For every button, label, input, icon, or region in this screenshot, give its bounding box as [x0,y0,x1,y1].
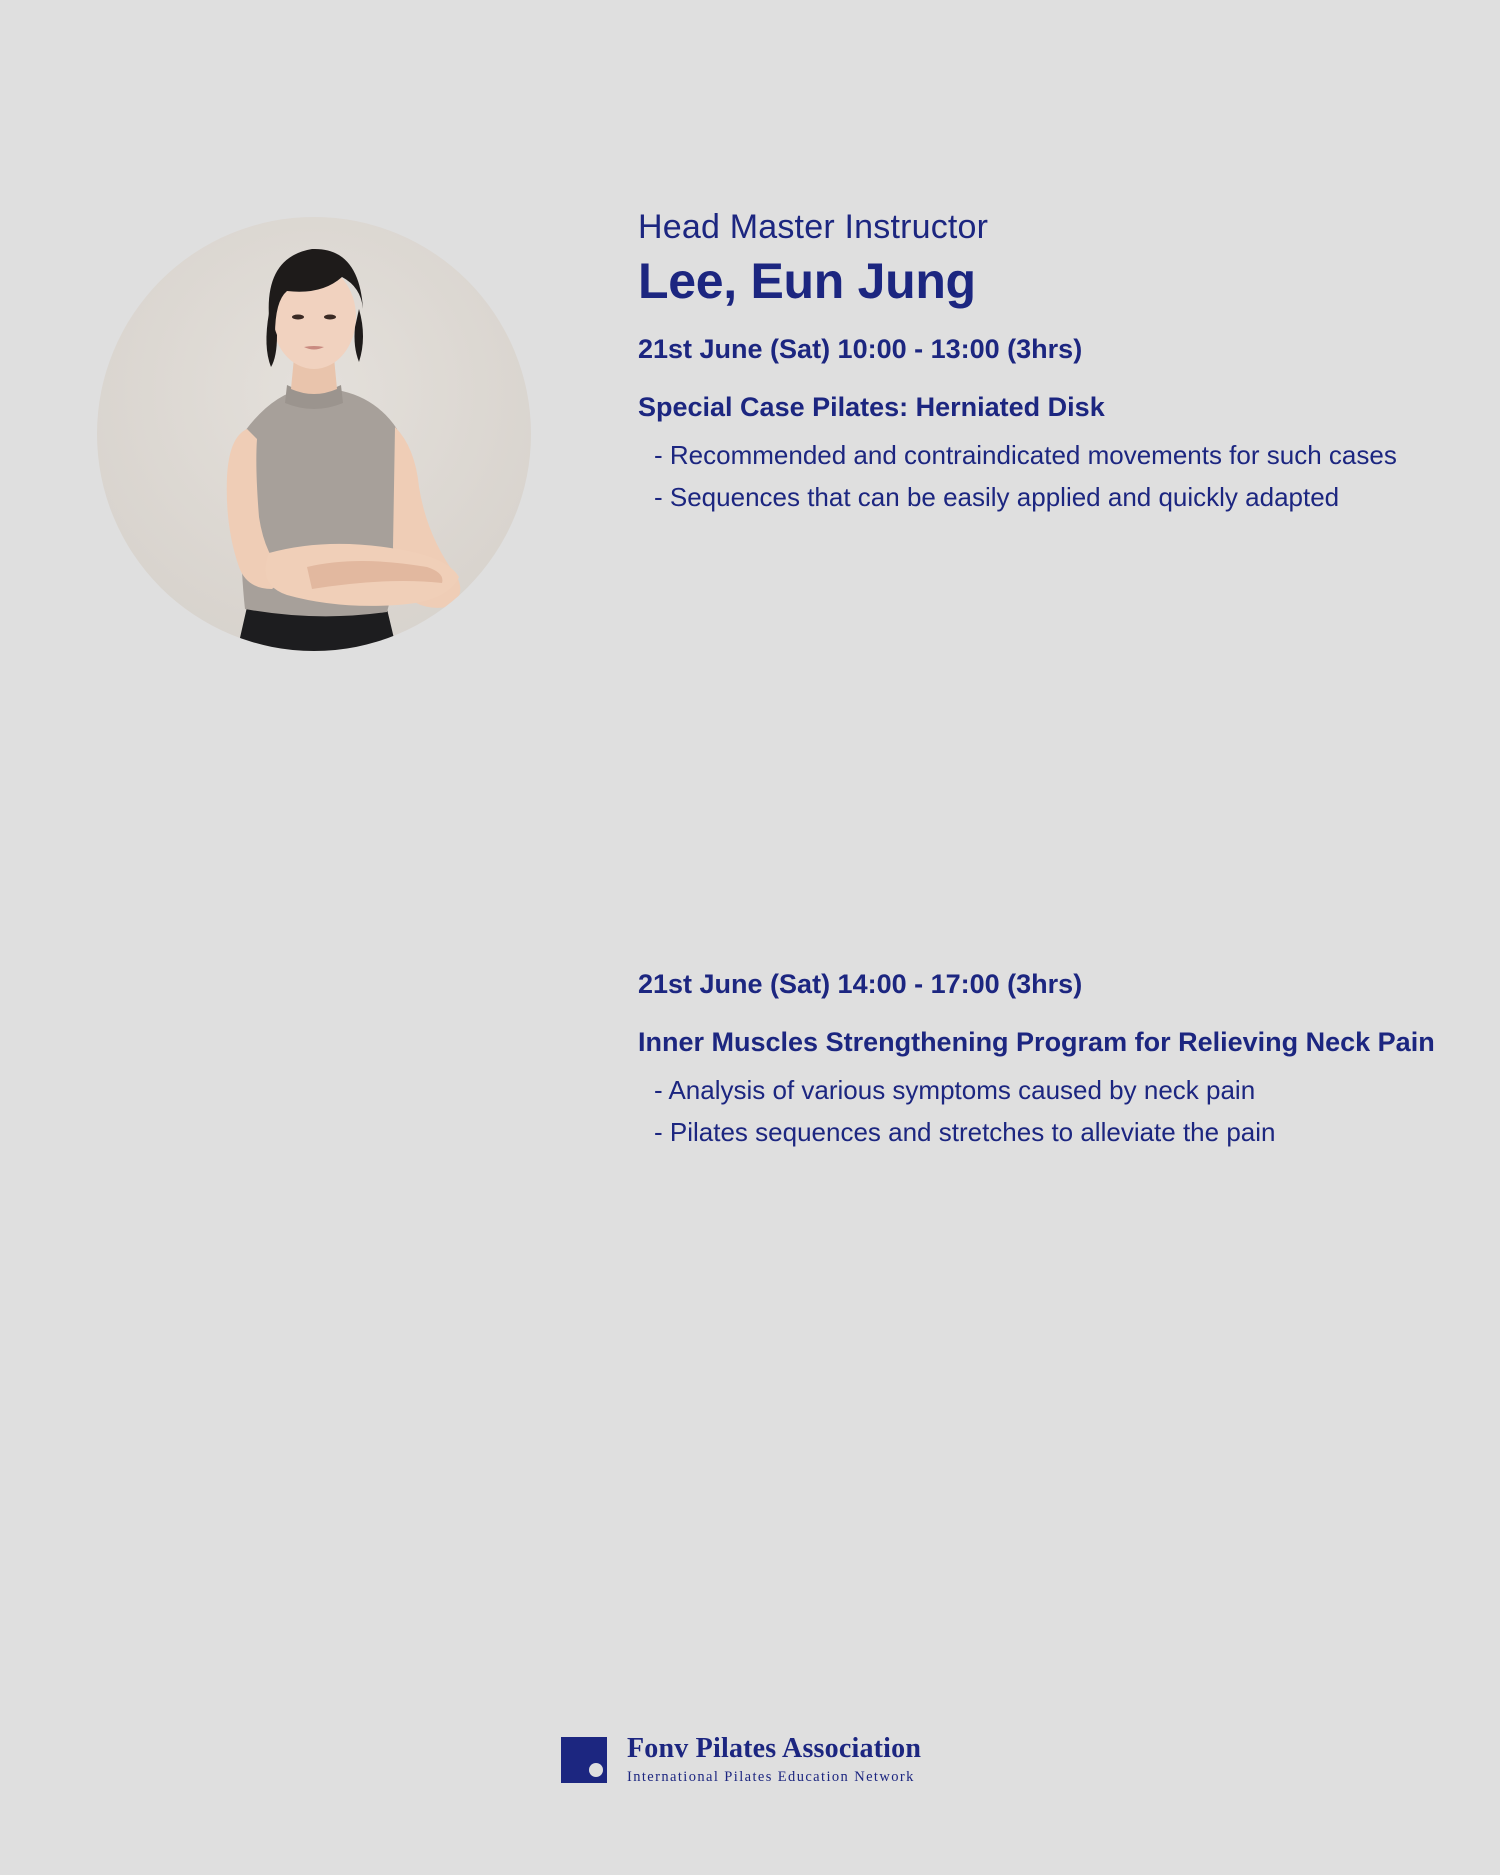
session-title: Inner Muscles Strengthening Program for Relieving Neck Pain [638,1027,1435,1057]
session-points [638,1069,1478,1153]
session-time: 21st June (Sat) 14:00 - 17:00 (3hrs) [638,969,1083,999]
session-point: - Pilates sequences and stretches to alleviate the pain [654,1117,1276,1147]
session-title: Special Case Pilates: Herniated Disk [638,392,1105,422]
session-point: - Recommended and contraindicated movements for such cases [654,440,1397,470]
session-point: - Sequences that can be easily applied and quickly adapted [654,482,1340,512]
session-time: 21st June (Sat) 10:00 - 13:00 (3hrs) [638,334,1083,364]
session-point: - Analysis of various symptoms caused by neck pain [654,1075,1256,1105]
session-points [638,434,1478,518]
association-logo [561,1734,921,1786]
session-1 [638,330,1478,518]
instructor-portrait [97,217,531,651]
logo-subtitle: International Pilates Education Network [627,1768,915,1785]
instructor-role: Head Master Instructor [638,208,989,246]
session-2 [638,965,1478,1153]
instructor-header [638,205,1458,311]
instructor-name: Lee, Eun Jung [638,253,976,309]
logo-square-icon [561,1737,607,1783]
logo-dot [589,1763,603,1777]
instructor-portrait-illustration [97,217,531,651]
logo-wordmark [627,1734,921,1787]
logo-title: Fonv Pilates Association [627,1732,922,1764]
